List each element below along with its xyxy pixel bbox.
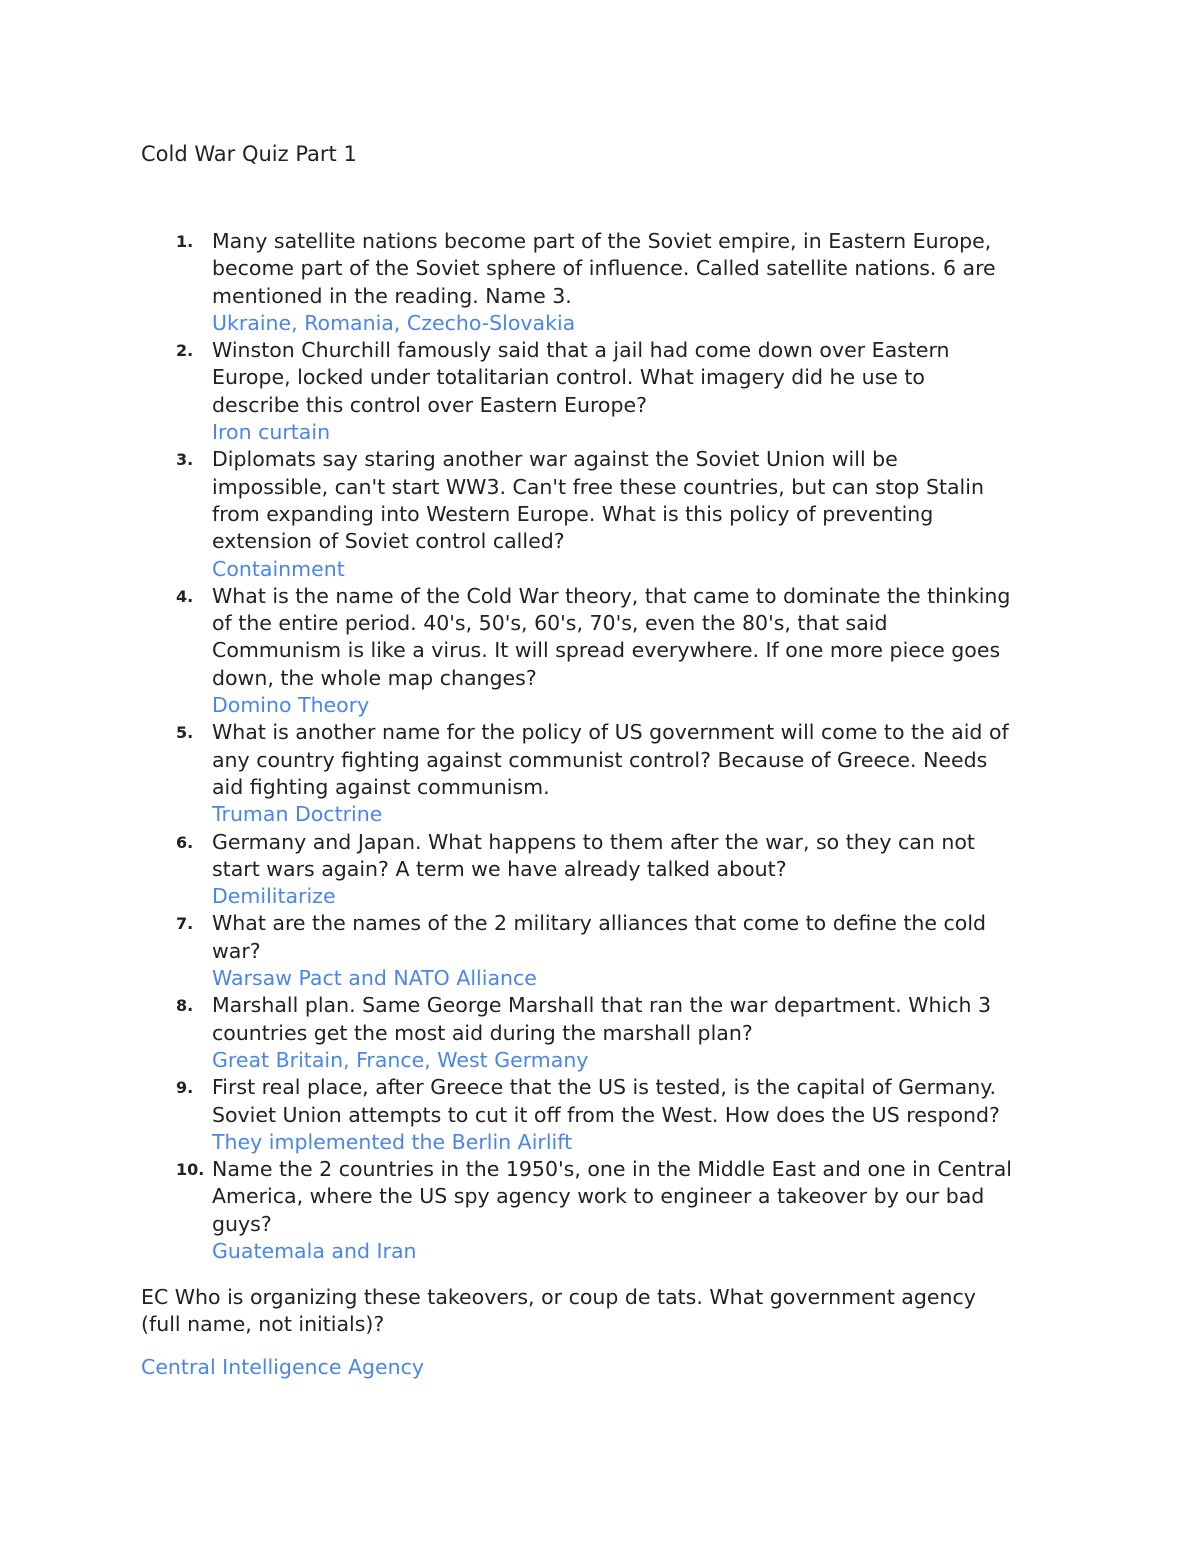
question-text: What is the name of the Cold War theory, that came to dominate the thinking of the entire period. 40's, 50's, 60's, 70's, even the 80's, that said Communism is like a virus. It will spread everywhere. If one more piece goes down, the whole map changes? <box>212 583 1011 690</box>
question-number: 5. <box>176 723 194 743</box>
question-text: What is another name for the policy of US government will come to the aid of any country fighting against communist control? Because of Greece. Needs aid fighting against communism. <box>212 720 1009 799</box>
list-item <box>141 719 1071 828</box>
list-item <box>141 829 1071 911</box>
list-item <box>141 583 1071 719</box>
question-number: 4. <box>176 586 194 606</box>
document-title: Cold War Quiz Part 1 <box>141 142 357 166</box>
answer-text: They implemented the Berlin Airlift <box>212 1129 573 1154</box>
question-number: 10. <box>176 1160 205 1180</box>
question-text: Name the 2 countries in the 1950's, one in the Middle East and one in Central America, where the US spy agency work to engineer a takeover by our bad guys? <box>212 1157 1012 1236</box>
question-number: 7. <box>176 914 194 934</box>
question-number: 3. <box>176 450 194 470</box>
question-text: Germany and Japan. What happens to them after the war, so they can not start wars again? A term we have already talked about? <box>212 829 975 881</box>
answer-text: Ukraine, Romania, Czecho-Slovakia <box>212 310 576 335</box>
question-text: Marshall plan. Same George Marshall that ran the war department. Which 3 countries get the most aid during the marshall plan? <box>212 993 992 1045</box>
answer-text: Iron curtain <box>212 420 331 445</box>
question-number: 6. <box>176 832 194 852</box>
answer-text: Guatemala and Iran <box>212 1238 417 1263</box>
quiz-question-list <box>141 228 1071 1265</box>
list-item <box>141 337 1071 446</box>
extra-credit-answer: Central Intelligence Agency <box>141 1355 424 1379</box>
question-text: What are the names of the 2 military alliances that come to define the cold war? <box>212 911 987 963</box>
question-number: 8. <box>176 996 194 1016</box>
question-number: 2. <box>176 341 194 361</box>
answer-text: Domino Theory <box>212 693 370 718</box>
list-item <box>141 910 1071 992</box>
extra-credit-question: EC Who is organizing these takeovers, or coup de tats. What government agency (full name, not initials)? <box>141 1285 976 1337</box>
question-text: Winston Churchill famously said that a jail had come down over Eastern Europe, locked under totalitarian control. What imagery did he use to describe this control over Eastern Europe? <box>212 338 950 417</box>
answer-text: Warsaw Pact and NATO Alliance <box>212 966 537 991</box>
answer-text: Demilitarize <box>212 884 336 909</box>
question-text: Diplomats say staring another war against the Soviet Union will be impossible, can't start WW3. Can't free these countries, but can stop Stalin from expanding into Western Europe. What is this policy of preventing extension of Soviet control called? <box>212 447 984 554</box>
question-text: Many satellite nations become part of the Soviet empire, in Eastern Europe, become part of the Soviet sphere of influence. Called satellite nations. 6 are mentioned in the reading. Name 3. <box>212 229 996 308</box>
answer-text: Containment <box>212 556 345 581</box>
list-item <box>141 1156 1071 1265</box>
question-number: 9. <box>176 1078 194 1098</box>
question-text: First real place, after Greece that the US is tested, is the capital of Germany. Soviet Union attempts to cut it off from the West. How does the US respond? <box>212 1075 1000 1127</box>
question-number: 1. <box>176 232 194 251</box>
list-item <box>141 1074 1071 1156</box>
answer-text: Truman Doctrine <box>212 802 383 827</box>
list-item <box>141 992 1071 1074</box>
answer-text: Great Britain, France, West Germany <box>212 1047 589 1072</box>
list-item <box>141 228 1071 337</box>
list-item <box>141 446 1071 582</box>
